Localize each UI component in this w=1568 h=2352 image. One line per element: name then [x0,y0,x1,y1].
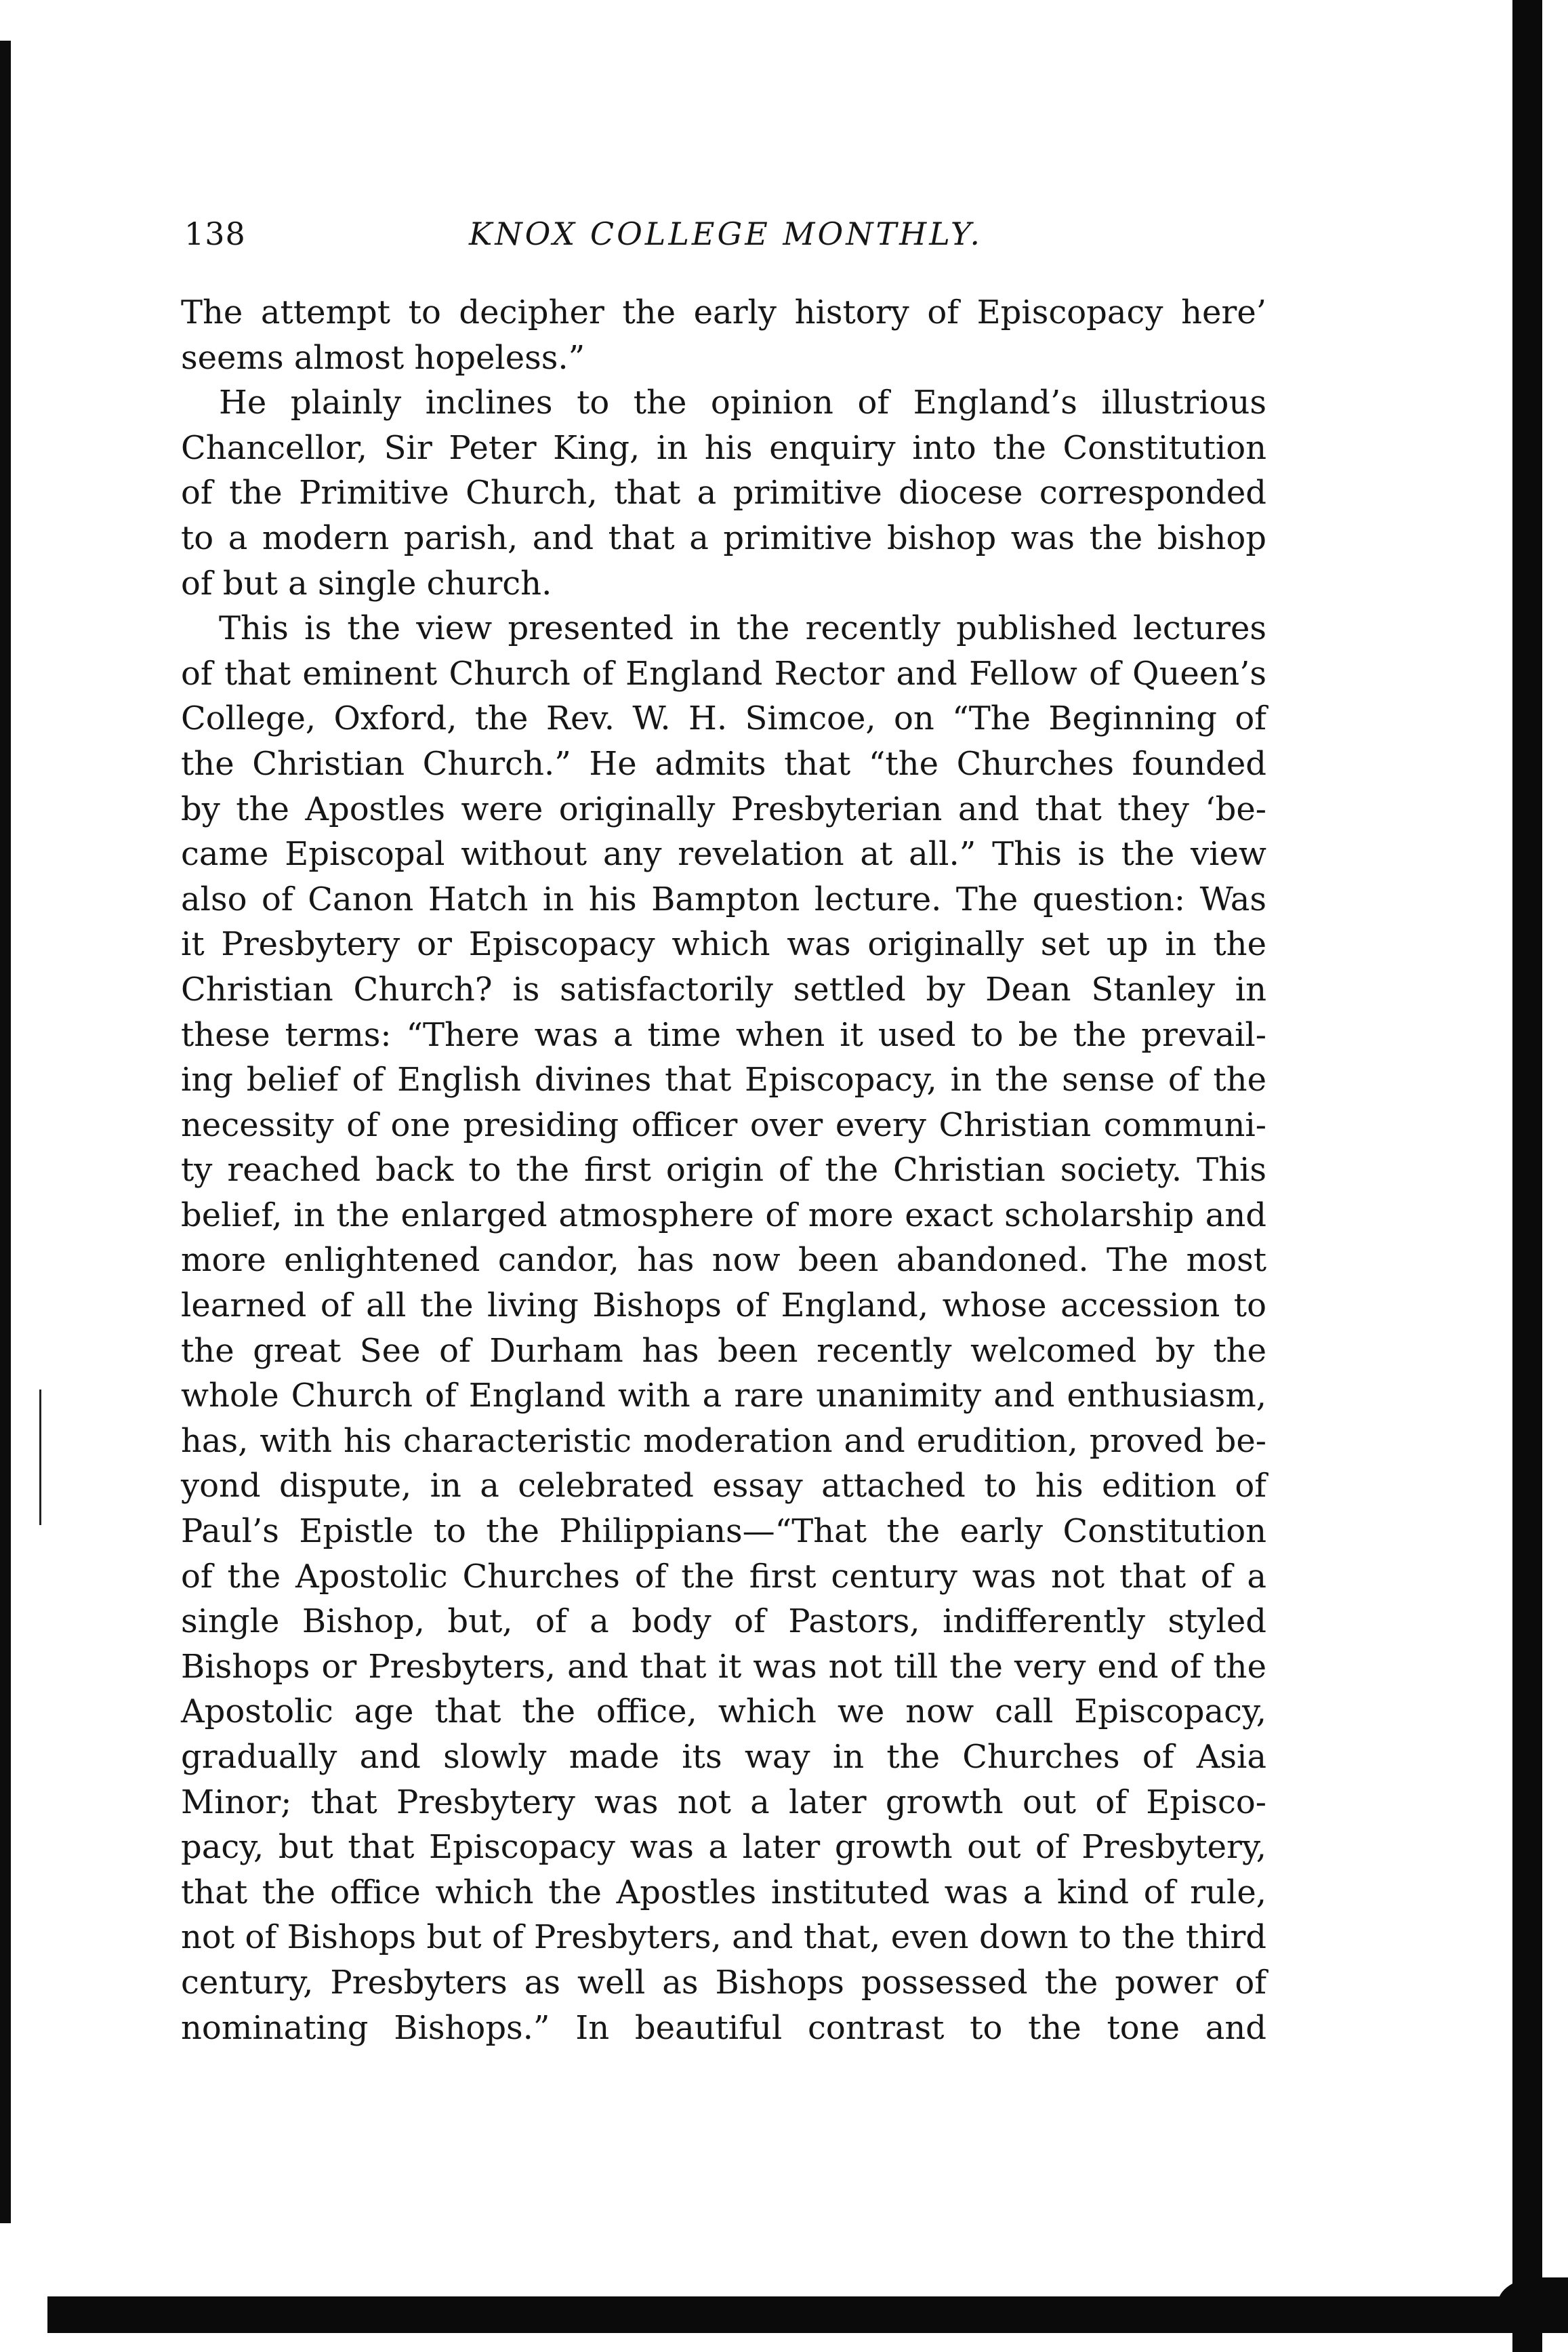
text-line: belief, in the enlarged atmosphere of more exact scholarship and [181,1196,1266,1234]
text-line: it Presbytery or Episcopacy which was originally set up in the [181,925,1266,964]
text-line: nominating Bishops.” In beautiful contrast to the tone and [181,2008,1266,2047]
text-line: Minor; that Presbytery was not a later growth out of Episco- [181,1783,1266,1821]
text-line: ing belief of English divines that Episcopacy, in the sense of the [181,1061,1266,1099]
text-line: Chancellor, Sir Peter King, in his enquiry into the Constitution [181,428,1266,467]
text-line: Paul’s Epistle to the Philippians—“That the early Constitution [181,1512,1266,1551]
text-line: seems almost hopeless.” [181,338,585,377]
text-line: necessity of one presiding officer over every Christian communi- [181,1106,1266,1144]
scan-left-edge [0,41,11,2223]
text-line: Christian Church? is satisfactorily settled by Dean Stanley in [181,970,1266,1009]
text-line: by the Apostles were originally Presbyterian and that they ‘be- [181,790,1266,828]
text-line: yond dispute, in a celebrated essay attached to his edition of [181,1467,1266,1505]
scan-left-margin-mark [39,1390,41,1525]
text-line: pacy, but that Episcopacy was a later growth out of Presbytery, [181,1828,1266,1867]
text-line: single Bishop, but, of a body of Pastors, indifferently styled [181,1602,1266,1641]
text-line: of the Primitive Church, that a primitive diocese corresponded [181,474,1266,512]
text-line: College, Oxford, the Rev. W. H. Simcoe, on “The Beginning of [181,699,1266,738]
running-title: KNOX COLLEGE MONTHLY. [469,216,983,252]
text-line: the great See of Durham has been recently welcomed by the [181,1331,1266,1370]
text-line: He plainly inclines to the opinion of England’s illustrious [219,384,1266,422]
text-line: The attempt to decipher the early history of Episcopacy here’ [181,293,1266,331]
text-line: century, Presbyters as well as Bishops possessed the power of [181,1963,1266,2002]
text-line: not of Bishops but of Presbyters, and that, even down to the third [181,1918,1266,1957]
page-header [184,216,1267,263]
scan-right-edge [1512,0,1542,2352]
text-line: to a modern parish, and that a primitive bishop was the bishop [181,519,1266,557]
text-line: of but a single church. [181,564,552,603]
text-line: more enlightened candor, has now been abandoned. The most [181,1241,1266,1280]
text-line: ty reached back to the first origin of the Christian society. This [181,1151,1266,1190]
text-line: came Episcopal without any revelation at all.” This is the view [181,835,1266,874]
text-line: of that eminent Church of England Rector and Fellow of Queen’s [181,654,1266,693]
body-text [181,290,1266,2050]
text-line: also of Canon Hatch in his Bampton lecture. The question: Was [181,880,1266,918]
page-number: 138 [184,216,246,252]
text-line: Bishops or Presbyters, and that it was not till the very end of the [181,1647,1266,1686]
text-line: Apostolic age that the office, which we now call Episcopacy, [181,1692,1266,1731]
text-line: of the Apostolic Churches of the first century was not that of a [181,1557,1266,1596]
text-line: learned of all the living Bishops of England, whose accession to [181,1286,1266,1325]
text-line: gradually and slowly made its way in the Churches of Asia [181,1738,1266,1776]
text-line: This is the view presented in the recently published lectures [219,609,1266,648]
scan-bottom-edge [47,2296,1568,2333]
text-line: the Christian Church.” He admits that “the Churches founded [181,744,1266,783]
text-line: has, with his characteristic moderation and erudition, proved be- [181,1421,1266,1460]
text-line: whole Church of England with a rare unanimity and enthusiasm, [181,1377,1266,1415]
text-line: these terms: “There was a time when it used to be the prevail- [181,1015,1266,1054]
text-line: that the office which the Apostles instituted was a kind of rule, [181,1873,1266,1911]
